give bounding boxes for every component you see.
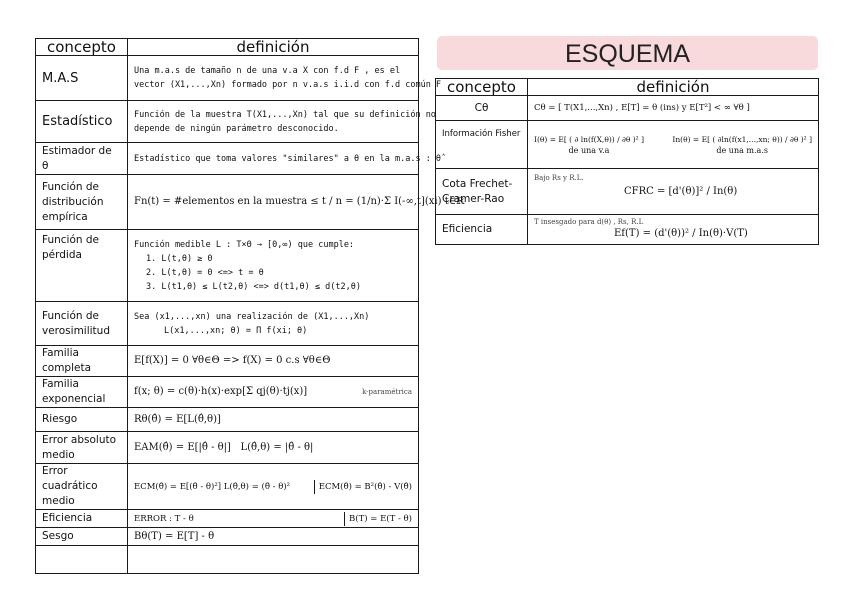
right-header-definition: definición (528, 79, 819, 96)
concept-familia-exponencial: Familia exponencial (36, 377, 128, 408)
concept-c-theta: Cθ (436, 96, 528, 121)
definition-verosimilitud: Sea (x1,...,xn) una realización de (X1,...,Xn) L(x1,...,xn; θ) = Π f(xi; θ) (128, 302, 419, 346)
concept-sesgo: Sesgo (36, 528, 128, 546)
concept-ecm: Error cuadrático medio (36, 464, 128, 510)
right-header-concept: concepto (436, 79, 528, 96)
definition-c-theta: Cθ = [ T(X1,...,Xn) , E[T] = θ (ins) y E[T²] < ∞ ∀θ ] (528, 96, 819, 121)
concept-estadistico: Estadístico (36, 101, 128, 143)
table-row (36, 230, 419, 302)
definition-eficiencia-right: T insesgado para d(θ) , Rs, R.L Ef(T) = (d'(θ))² / In(θ)·V(T) (528, 215, 819, 245)
table-row (436, 96, 819, 121)
table-row (36, 346, 419, 377)
table-row (36, 464, 419, 510)
table-row (36, 143, 419, 175)
table-row (36, 510, 419, 528)
table-row (36, 302, 419, 346)
table-row (36, 377, 419, 408)
left-header-definition: definición (128, 39, 419, 56)
definition-sesgo: Bθ(T) = E[T] - θ (128, 528, 419, 546)
definition-riesgo: Rθ(θ̂) = E[L(θ̂,θ)] (128, 408, 419, 432)
definition-empty (128, 546, 419, 574)
concept-cota-fcr: Cota Frechet-Cramer-Rao (436, 169, 528, 215)
definition-eam: EAM(θ̂) = E[|θ̂ - θ|] L(θ̂,θ) = |θ̂ - θ| (128, 432, 419, 464)
definition-cota-fcr: Bajo Rs y R.L. CFRC = [d'(θ)]² / In(θ) (528, 169, 819, 215)
table-row (436, 215, 819, 245)
table-row (36, 528, 419, 546)
definition-mas: Una m.a.s de tamaño n de una v.a X con f.d F , es el vector (X1,...,Xn) formado por n v.a.s i.i.d con f.d común F (128, 56, 419, 101)
table-row (36, 101, 419, 143)
table-row (436, 121, 819, 169)
definition-informacion-fisher: I(θ) = E[ ( ∂ ln(f(X,θ)) / ∂θ )² ] de una v.a In(θ) = E[ ( ∂ln(f(x1,...,xn; θ)) / ∂θ )² ] de una m.a.s (528, 121, 819, 169)
definition-ecm: ECM(θ̂) = E[(θ̂ - θ)²] L(θ̂,θ) = (θ̂ - θ)² ECM(θ̂) = B²(θ̂) - V(θ̂) (128, 464, 419, 510)
table-row (36, 175, 419, 230)
left-header-concept: concepto (36, 39, 128, 56)
concept-verosimilitud: Función de verosimilitud (36, 302, 128, 346)
left-concept-table (35, 38, 465, 574)
definition-familia-completa: E[f(X)] = 0 ∀θ∈Θ => f(X) = 0 c.s ∀θ∈Θ (128, 346, 419, 377)
definition-eficiencia: ERROR : T - θ B(T) = E(T - θ) (128, 510, 419, 528)
definition-distribucion-empirica: Fn(t) = #elementos en la muestra ≤ t / n = (1/n)·Σ I(-∞,t](xi) t∈ℝ (128, 175, 419, 230)
right-concept-table (435, 78, 819, 245)
concept-eficiencia-right: Eficiencia (436, 215, 528, 245)
concept-estimador: Estimador de θ (36, 143, 128, 175)
page-title: ESQUEMA (437, 36, 818, 70)
concept-eam: Error absoluto medio (36, 432, 128, 464)
concept-mas: M.A.S (36, 56, 128, 101)
concept-perdida: Función de pérdida (36, 230, 128, 302)
concept-riesgo: Riesgo (36, 408, 128, 432)
table-row (36, 56, 419, 101)
table-row (36, 408, 419, 432)
definition-perdida: Función medible L : T×Θ → [0,∞) que cumple: 1. L(t,θ) ≥ 0 2. L(t,θ) = 0 <=> t = θ 3. L(t1,θ) ≤ L(t2,θ) <=> d(t1,θ) ≤ d(t2,θ) (128, 230, 419, 302)
table-row (36, 546, 419, 574)
concept-familia-completa: Familia completa (36, 346, 128, 377)
concept-distribucion-empirica: Función de distribución empírica (36, 175, 128, 230)
concept-empty (36, 546, 128, 574)
concept-eficiencia: Eficiencia (36, 510, 128, 528)
concept-informacion-fisher: Información Fisher (436, 121, 528, 169)
definition-familia-exponencial: f(x; θ) = c(θ)·h(x)·exp[Σ qj(θ)·tj(x)] k-paramétrica (128, 377, 419, 408)
definition-estimador: Estadístico que toma valores "similares" a θ en la m.a.s : θ̂ (128, 143, 419, 175)
definition-estadistico: Función de la muestra T(X1,...,Xn) tal que su definición no depende de ningún parámetro desconocido. (128, 101, 419, 143)
table-row (36, 432, 419, 464)
table-row (436, 169, 819, 215)
